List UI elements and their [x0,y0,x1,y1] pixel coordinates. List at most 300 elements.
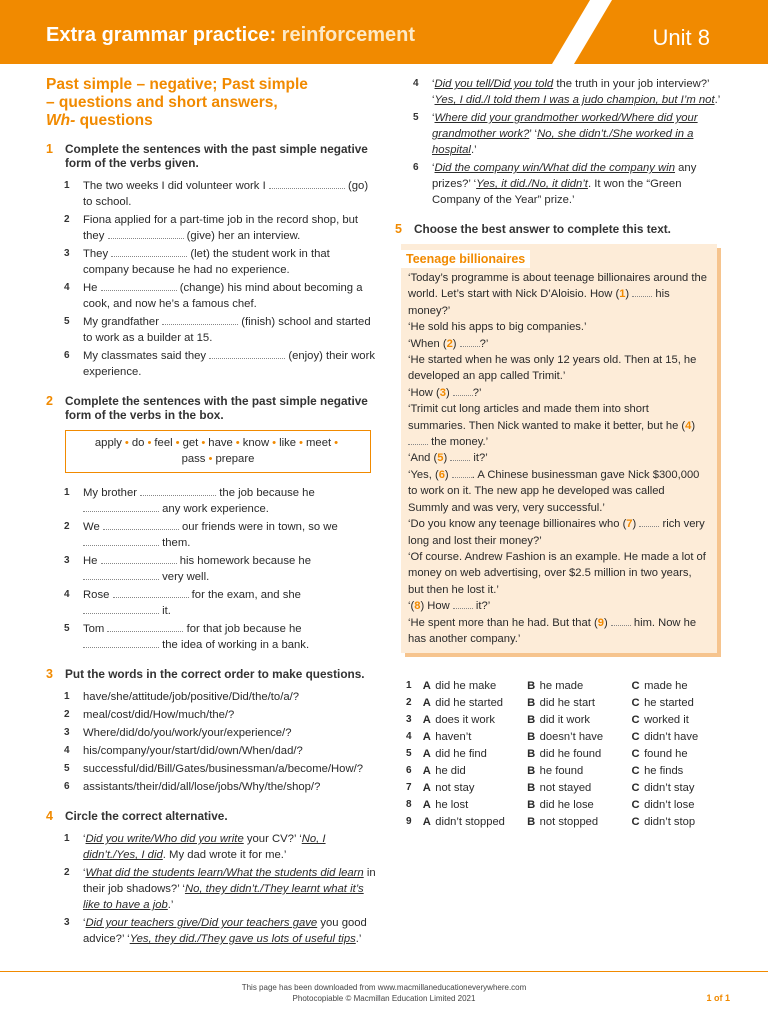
answer-number: 8 [406,799,412,811]
section-title [46,76,376,130]
text-paragraph: ‘He spent more than he had. But that (9) him. Now he has another company.’ [408,616,697,645]
answer-number: 7 [406,782,412,794]
footer [0,982,768,1004]
blank-field[interactable] [453,386,473,396]
item-text: The two weeks I did volunteer work I [83,180,269,192]
item-number: 6 [64,781,70,792]
option-b[interactable]: did it work [539,714,591,727]
blank-field[interactable] [209,349,285,359]
gap-number: 1 [619,288,626,301]
exercise-instruction [395,222,725,236]
separator-dot: • [299,437,304,449]
item-text: . My dad wrote it for me.’ [162,849,287,861]
exercise-item [46,779,376,795]
word-box-item: pass [181,453,206,465]
section-title-line: Past simple – negative; Past simple [46,76,308,93]
option-letter: A [422,731,431,744]
option-letter: A [422,748,431,761]
exercise-4-continued [395,76,725,208]
word-box [65,430,371,473]
item-text: meal/cost/did/How/much/the/? [83,709,235,721]
blank-field[interactable] [101,281,177,291]
option-c[interactable]: didn’t have [644,731,699,744]
alternative-choice[interactable]: Where did your grandmother worked/Where did your grandmother work? [432,112,698,140]
paragraph-text: ‘Of course. Andrew Fashion is an example. He made a lot of money on web advertising, over $2.5 million in two years, but then he lost it.’ [408,550,706,596]
item-text: ‘ [432,112,435,124]
exercise-items [46,178,376,380]
option-a[interactable]: did he started [435,697,504,710]
item-number: 4 [64,282,70,293]
option-letter: B [527,680,536,693]
answer-row [406,798,736,815]
item-text: it. [159,605,171,617]
paragraph-text: it?’ [472,600,491,613]
answer-row [406,696,736,713]
option-b[interactable]: he found [539,765,584,778]
item-number: 2 [64,214,70,225]
option-c[interactable]: found he [644,748,688,761]
answer-row [406,713,736,730]
footer-download-note: This page has been downloaded from www.macmillaneducationeverywhere.com [241,983,527,992]
option-letter: A [422,680,431,693]
blank-field[interactable] [83,638,159,648]
item-text: his/company/your/start/did/own/When/dad/? [83,745,303,757]
item-text: ‘ [432,162,435,174]
item-number: 4 [64,745,70,756]
option-a[interactable]: not stay [435,782,475,795]
item-number: 4 [64,589,70,600]
separator-dot: • [147,437,152,449]
text-paragraph [408,352,707,385]
exercise-2 [46,394,376,653]
section-title-line: – questions and short answers, [46,94,278,111]
item-text: (let) the student work in that company because he had no experience. [83,248,330,276]
word-box-item: prepare [215,453,255,465]
option-letter: C [631,697,640,710]
exercise-number: 3 [46,667,53,681]
separator-dot: • [208,453,213,465]
item-number: 3 [64,917,70,928]
item-text: .’ [167,899,174,911]
item-text: My brother [83,487,141,499]
item-text: He [83,282,101,294]
instruction-text: Put the words in the correct order to make questions. [65,667,365,681]
item-text: My grandfather [83,316,163,328]
text-box [401,244,717,653]
exercise-item [46,831,376,863]
alternative-choice[interactable]: No, she didn’t./She worked in a hospital [432,128,694,156]
gap-number: 2 [446,337,453,350]
option-c[interactable]: didn’t stop [644,816,696,829]
exercise-item [46,212,376,244]
exercise-4 [46,809,376,947]
item-text: them. [159,537,191,549]
word-box-item: do [131,437,145,449]
text-paragraph [408,549,707,598]
option-a[interactable]: did he make [435,680,497,693]
text-paragraph [408,319,707,335]
blank-field[interactable] [611,616,631,626]
blank-field[interactable] [113,588,189,598]
separator-dot: • [175,437,180,449]
blank-field[interactable] [269,179,345,189]
answer-number: 5 [406,748,412,760]
item-text: ‘ [432,78,435,90]
paragraph-text: ‘Yes, [408,468,435,481]
paragraph-text: ‘And [408,452,434,465]
item-text: We [83,521,103,533]
alternative-choice[interactable]: Did you write/Who did you write [85,833,244,845]
alternative-choice[interactable]: No, they didn’t./They learnt what it’s like to have a job [83,883,364,911]
option-c[interactable]: he started [644,697,694,710]
exercise-item [46,519,376,551]
exercise-item [46,761,376,777]
answer-number: 4 [406,731,412,743]
item-text: the idea of working in a bank. [159,639,310,651]
text-paragraph: ‘When (2) ?’ [408,337,489,350]
option-letter: C [631,748,640,761]
item-text: you good advice?’ ‘ [83,917,367,945]
title-main: Extra grammar practice: [46,24,277,46]
exercise-items [46,689,376,795]
gap-number: 6 [438,468,445,481]
option-b[interactable]: he made [539,680,584,693]
paragraph-text: the money.’ [428,436,489,449]
item-text: Rose [83,589,113,601]
blank-field[interactable] [639,517,659,527]
word-box-item: feel [154,437,173,449]
item-text: (change) his mind about becoming a cook, and now he’s a famous chef. [83,282,363,310]
separator-dot: • [272,437,277,449]
item-text: have/she/attitude/job/positive/Did/the/to/a/? [83,691,300,703]
answer-row [406,730,736,747]
item-number: 6 [64,350,70,361]
blank-field[interactable] [83,604,159,614]
instruction-text: Circle the correct alternative. [65,809,228,823]
item-number: 2 [64,521,70,532]
item-number: 5 [64,316,70,327]
answer-number: 9 [406,816,412,828]
option-c[interactable]: he finds [644,765,684,778]
blank-field[interactable] [107,622,183,632]
exercise-item [46,865,376,913]
instruction-text: Complete the sentences with the past simple negative form of the verbs in the box. [65,394,368,422]
paragraph-text: ‘Do you know any teenage billionaires who [408,518,623,531]
option-letter: B [527,714,536,727]
blank-field[interactable] [111,247,187,257]
page-title [46,24,415,47]
item-text: .’ [470,144,477,156]
answer-number: 6 [406,765,412,777]
item-text: They [83,248,112,260]
item-text: successful/did/Bill/Gates/businessman/a/become/How/? [83,763,364,775]
gap-number: 4 [685,419,692,432]
section-title-em: Wh- [46,112,76,129]
option-b[interactable]: not stayed [539,782,592,795]
option-letter: A [422,765,431,778]
exercise-item [46,246,376,278]
word-box-item: apply [94,437,122,449]
blank-field[interactable] [83,536,159,546]
item-number: 2 [64,867,70,878]
item-number: 3 [64,727,70,738]
option-a[interactable]: he did [435,765,466,778]
blank-field[interactable] [103,520,179,530]
item-number: 3 [64,248,70,259]
item-number: 1 [64,487,70,498]
option-letter: C [631,782,640,795]
exercise-item [46,725,376,741]
option-letter: B [527,816,536,829]
exercise-instruction [46,142,376,170]
header-banner [0,0,768,68]
item-number: 3 [64,555,70,566]
blank-field[interactable] [452,468,472,478]
exercise-item [46,621,376,653]
answer-number: 3 [406,714,412,726]
exercise-1 [46,142,376,380]
answer-row [406,764,736,781]
option-a[interactable]: did he find [435,748,487,761]
footer-copyright: Photocopiable © Macmillan Education Limited 2021 [292,994,476,1003]
exercise-item [46,314,376,346]
word-box-item: like [279,437,297,449]
alternative-choice[interactable]: Did you tell/Did you told [434,78,554,90]
answer-options-table [406,679,736,832]
option-a[interactable]: didn’t stopped [435,816,505,829]
exercise-item [395,110,725,158]
blank-field[interactable] [450,451,470,461]
item-text: any prizes?’ ‘ [432,162,697,190]
paragraph-text: . A Chinese businessman gave Nick $300,000 to work on it. The new app he developed was called Summly and was very, very successful.’ [408,468,700,514]
item-text: .’ [355,933,362,945]
item-text: ‘ [83,867,86,879]
item-text: .’ [714,94,721,106]
exercise-number: 2 [46,394,53,408]
blank-field[interactable] [83,570,159,580]
exercise-item [395,160,725,208]
alternative-choice[interactable]: No, I didn’t./Yes, I did [83,833,326,861]
separator-dot: • [235,437,240,449]
blank-field[interactable] [83,502,159,512]
item-text: (go) to school. [83,180,369,208]
alternative-choice[interactable]: Yes, it did./No, it didn’t [476,178,588,190]
option-letter: B [527,731,536,744]
text-paragraph: ‘Yes, (6) . A Chinese businessman gave Nick $300,000 to work on it. The new app he developed was called Summly and was very, very successful.’ [408,468,700,514]
blank-field[interactable] [460,337,480,347]
page-number: 1 of 1 [706,993,730,1003]
item-text: (give) her an interview. [183,230,301,242]
paragraph-text: it?’ [470,452,488,465]
option-c[interactable]: made he [644,680,688,693]
word-box-item: know [242,437,270,449]
alternative-choice[interactable]: Did your teachers give/Did your teachers gave [85,917,318,929]
exercise-item [46,280,376,312]
paragraph-text: ‘He started when he was only 12 years old. Then at 15, he developed an app called Trimit.’ [408,354,697,383]
exercise-number: 1 [46,142,53,156]
paragraph-text: ‘Today’s programme is about teenage billionaires around the world. Let’s start with Nick D’Aloisio. How [408,272,707,301]
item-text: his homework because he [176,555,311,567]
paragraph-text: rich very long and lost their money?’ [408,518,705,547]
paragraph-text: him. Now he has another company.’ [408,616,697,645]
paragraph-text: ‘He sold his apps to big companies.’ [408,321,587,334]
blank-field[interactable] [101,554,177,564]
text-paragraph: ‘How (3) ?’ [408,386,482,399]
text-paragraph: ‘Do you know any teenage billionaires who (7) rich very long and lost their money?’ [408,518,705,547]
item-text: for that job because he [183,623,302,635]
item-text: in their job shadows?’ ‘ [83,867,376,895]
item-text: the truth in your job interview?’ ‘ [432,78,710,106]
alternative-choice[interactable]: Yes, they did./They gave us lots of useful tips [129,933,356,945]
exercise-number: 5 [395,222,402,236]
item-number: 5 [64,623,70,634]
item-number: 2 [64,709,70,720]
answer-row [406,815,736,832]
left-column [46,76,376,961]
item-number: 1 [64,180,70,191]
item-text: for the exam, and she [188,589,301,601]
answer-row [406,781,736,798]
gap-number: 8 [414,600,421,613]
exercise-item [46,587,376,619]
text-paragraph: ‘Trimit cut long articles and made them into short summaries. Then Nick wanted to make it better, but he (4) the money.’ [408,403,696,449]
exercise-item [46,178,376,210]
item-text: your CV?’ ‘ [243,833,302,845]
separator-dot: • [124,437,129,449]
option-c[interactable]: didn’t lose [644,799,695,812]
paragraph-text: ‘He spent more than he had. But that [408,616,594,629]
option-letter: B [527,697,536,710]
item-text: (finish) school and started to work as a builder at 15. [83,316,371,344]
option-letter: A [422,697,431,710]
gap-number: 7 [626,518,633,531]
exercise-3 [46,667,376,795]
item-text: the job because he [216,487,315,499]
paragraph-text: ‘ [408,600,411,613]
option-a[interactable]: he lost [435,799,469,812]
title-accent: reinforcement [281,24,416,46]
exercise-number: 4 [46,809,53,823]
item-text: ‘ [83,917,86,929]
option-letter: B [527,748,536,761]
paragraph-text: How [424,600,453,613]
separator-dot: • [201,437,206,449]
footer-divider [0,971,768,972]
option-letter: B [527,765,536,778]
paragraph-text: his money?’ [408,288,670,317]
option-c[interactable]: worked it [644,714,689,727]
gap-number: 3 [439,386,446,399]
blank-field[interactable] [140,486,216,496]
item-text: ‘ [83,833,86,845]
answer-row [406,747,736,764]
option-b[interactable]: did he lose [539,799,594,812]
item-number: 6 [413,162,419,173]
answer-number: 2 [406,697,412,709]
option-b[interactable]: doesn’t have [539,731,604,744]
paragraph-text: ‘Trimit cut long articles and made them into short summaries. Then Nick wanted to make it better, but he [408,403,682,432]
item-number: 5 [413,112,419,123]
option-letter: C [631,816,640,829]
item-number: 1 [64,833,70,844]
option-a[interactable]: does it work [435,714,495,727]
option-b[interactable]: did he start [539,697,596,710]
text-paragraph: ‘Today’s programme is about teenage billionaires around the world. Let’s start with Nick D’Aloisio. How (1) his money?’ [408,272,707,317]
item-text: . It won the “Green Company of the Year” prize.’ [432,178,682,206]
blank-field[interactable] [108,229,184,239]
item-number: 1 [64,691,70,702]
paragraph-text: ‘How [408,386,436,399]
option-letter: A [422,714,431,727]
word-box-item: get [182,437,199,449]
item-number: 5 [64,763,70,774]
blank-field[interactable] [408,435,428,445]
exercise-instruction [46,667,376,681]
section-title-line [46,112,376,130]
option-letter: C [631,799,640,812]
exercise-items [46,485,376,653]
item-text: any work experience. [159,503,269,515]
gap-number: 9 [597,616,604,629]
item-text: ’ ‘ [529,128,538,140]
instruction-text: Choose the best answer to complete this text. [414,222,671,236]
exercise-item [46,707,376,723]
option-letter: C [631,714,640,727]
blank-field[interactable] [632,287,652,297]
unit-label: Unit 8 [652,25,710,50]
exercise-item [46,553,376,585]
alternative-choice[interactable]: Yes, I did./I told them I was a judo champion, but I’m not [434,94,715,106]
alternative-choice[interactable]: What did the students learn/What the students did learn [85,867,364,879]
text-paragraph: ‘And (5) it?’ [408,452,488,465]
exercise-5 [395,222,725,832]
option-c[interactable]: didn’t stay [644,782,695,795]
option-letter: A [422,782,431,795]
exercise-item [46,743,376,759]
text-box-title: Teenage billionaires [401,250,530,268]
item-text: Fiona applied for a part-time job in the record shop, but they [83,214,359,242]
blank-field[interactable] [453,599,473,609]
paragraph-text: ?’ [479,337,489,350]
right-column [395,76,725,846]
item-text: Tom [83,623,108,635]
item-text: Where/did/do/you/work/your/experience/? [83,727,292,739]
option-b[interactable]: did he found [539,748,602,761]
section-title-rest: questions [75,112,153,129]
item-number: 4 [413,78,419,89]
item-text: very well. [159,571,210,583]
word-box-item: meet [306,437,332,449]
exercise-instruction [46,394,376,422]
option-letter: C [631,680,640,693]
option-letter: B [527,799,536,812]
exercise-item [46,485,376,517]
answer-row [406,679,736,696]
alternative-choice[interactable]: Did the company win/What did the company win [434,162,676,174]
exercise-items [46,831,376,947]
word-box-item: have [208,437,233,449]
instruction-text: Complete the sentences with the past simple negative form of the verbs given. [65,142,368,170]
option-a[interactable]: haven’t [435,731,472,744]
exercise-item [46,348,376,380]
option-b[interactable]: not stopped [539,816,599,829]
item-text: assistants/their/did/all/lose/jobs/Why/the/shop/? [83,781,321,793]
blank-field[interactable] [162,315,238,325]
answer-number: 1 [406,680,412,692]
exercise-instruction [46,809,376,823]
gap-number: 5 [437,452,444,465]
exercise-item [46,689,376,705]
